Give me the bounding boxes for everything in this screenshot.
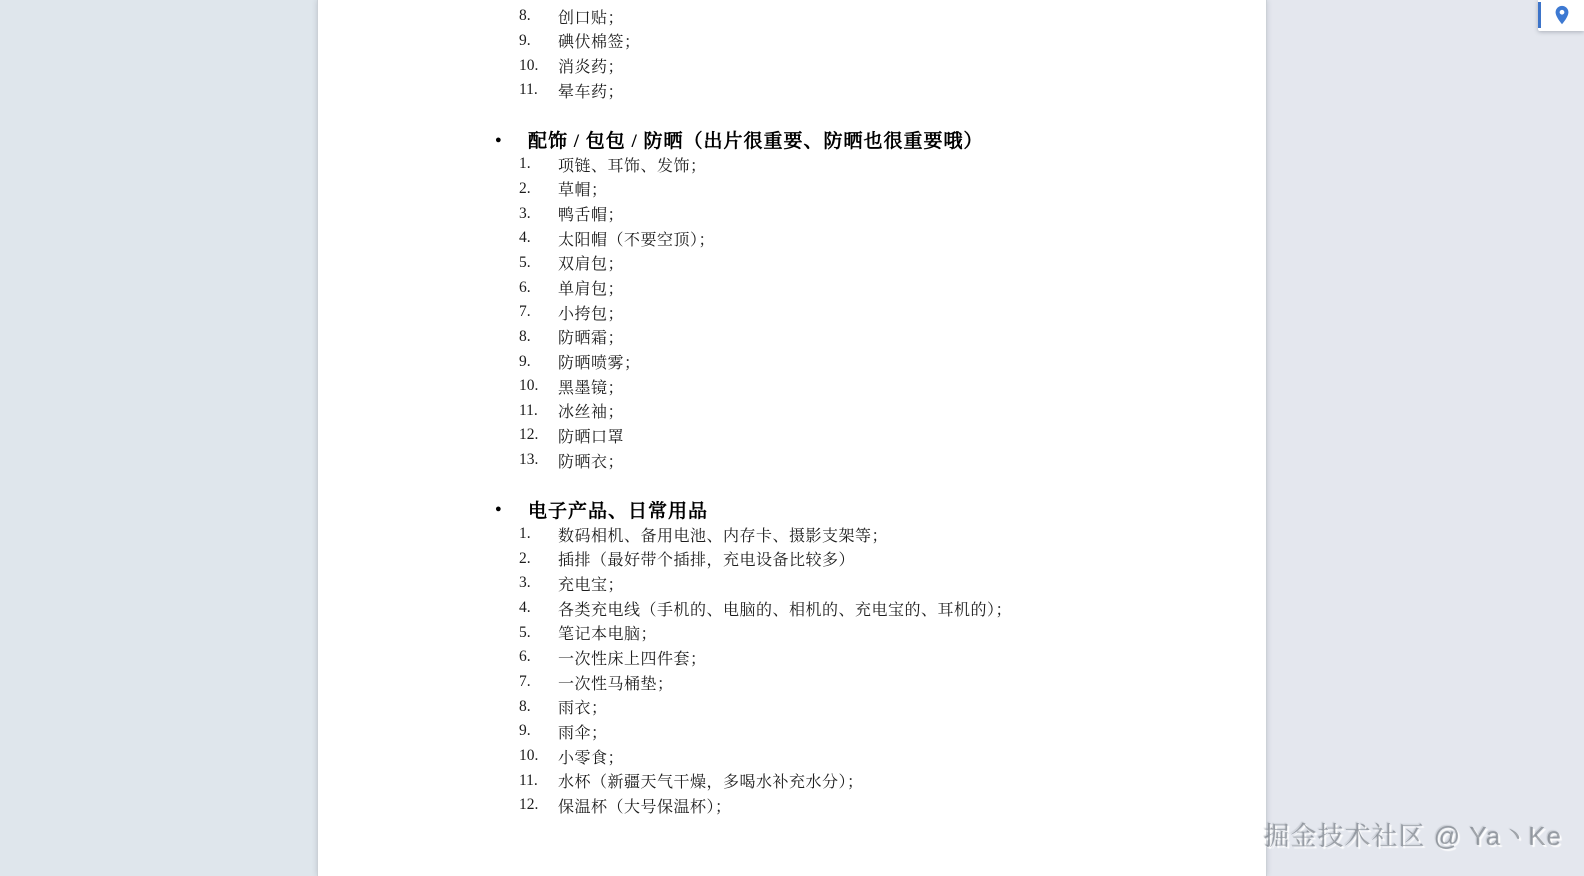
list-item-text: 晕车药； <box>558 83 625 101</box>
list-item-text: 单肩包； <box>558 281 625 299</box>
list-item-number: 6. <box>519 648 531 666</box>
list-item-text: 消炎药； <box>558 59 625 77</box>
list-item-text: 鸭舌帽； <box>558 207 625 225</box>
list-item <box>318 522 1266 547</box>
pin-button-accent-bar <box>1538 2 1541 28</box>
list-item <box>318 448 1266 473</box>
section-heading-text: 配饰 / 包包 / 防晒（出片很重要、防晒也很重要哦） <box>528 131 984 153</box>
location-pin-icon <box>1551 4 1573 26</box>
list-item-number: 7. <box>519 303 531 321</box>
list-item-text: 黑墨镜； <box>558 379 625 397</box>
list-item <box>318 719 1266 744</box>
list-item-number: 8. <box>519 327 531 345</box>
list-item-number: 7. <box>519 673 531 691</box>
bullet-icon: ● <box>495 503 502 516</box>
list-item-number: 9. <box>519 722 531 740</box>
list-item-number: 10. <box>519 56 539 74</box>
list-item-text: 一次性床上四件套； <box>558 650 707 668</box>
blank-line <box>318 472 1266 497</box>
list-item-number: 13. <box>519 451 539 469</box>
blank-line <box>318 103 1266 128</box>
document-page <box>317 0 1267 876</box>
list-item <box>318 300 1266 325</box>
list-item <box>318 744 1266 769</box>
list-item-number: 1. <box>519 525 531 543</box>
list-item <box>318 546 1266 571</box>
list-item-number: 6. <box>519 278 531 296</box>
list-item <box>318 177 1266 202</box>
list-item-text: 雨衣； <box>558 700 608 718</box>
list-item <box>318 596 1266 621</box>
list-item-number: 1. <box>519 155 531 173</box>
list-item-number: 5. <box>519 623 531 641</box>
list-item-number: 4. <box>519 229 531 247</box>
list-item-text: 冰丝袖； <box>558 404 625 422</box>
list-item-text: 充电宝； <box>558 576 625 594</box>
list-item-number: 3. <box>519 574 531 592</box>
list-item-number: 12. <box>519 426 539 444</box>
section-heading <box>318 497 1266 522</box>
list-item <box>318 152 1266 177</box>
list-item-text: 防晒口罩 <box>558 428 625 446</box>
list-item-text: 碘伏棉签； <box>558 34 641 52</box>
location-pin-button[interactable] <box>1538 0 1584 31</box>
canvas-background-left <box>0 0 317 876</box>
list-item <box>318 399 1266 424</box>
list-item-number: 8. <box>519 7 531 25</box>
list-item <box>318 275 1266 300</box>
list-item-number: 9. <box>519 352 531 370</box>
document-content <box>318 4 1266 818</box>
list-item-number: 8. <box>519 697 531 715</box>
list-item-text: 太阳帽（不要空顶）； <box>558 231 716 249</box>
list-item-number: 10. <box>519 377 539 395</box>
section-heading-text: 电子产品、日常用品 <box>528 500 709 522</box>
list-item-text: 一次性马桶垫； <box>558 675 674 693</box>
list-item-text: 防晒衣； <box>558 453 625 471</box>
list-item <box>318 571 1266 596</box>
list-item-text: 数码相机、备用电池、内存卡、摄影支架等； <box>558 527 889 545</box>
bullet-icon: ● <box>495 133 502 146</box>
list-item-number: 12. <box>519 796 539 814</box>
list-item-text: 水杯（新疆天气干燥，多喝水补充水分）； <box>558 774 864 792</box>
list-item-text: 小零食； <box>558 749 625 767</box>
list-item-number: 5. <box>519 253 531 271</box>
list-item-number: 2. <box>519 549 531 567</box>
list-item <box>318 201 1266 226</box>
list-item <box>318 53 1266 78</box>
list-item-text: 各类充电线（手机的、电脑的、相机的、充电宝的、耳机的）； <box>558 601 1013 619</box>
list-item-text: 插排（最好带个插排，充电设备比较多） <box>558 552 856 570</box>
list-item-text: 防晒喷雾； <box>558 355 641 373</box>
list-item-number: 10. <box>519 747 539 765</box>
list-item <box>318 423 1266 448</box>
list-item <box>318 78 1266 103</box>
list-item <box>318 694 1266 719</box>
list-item-text: 小挎包； <box>558 305 625 323</box>
list-item <box>318 325 1266 350</box>
list-item <box>318 645 1266 670</box>
list-item-number: 4. <box>519 599 531 617</box>
list-item <box>318 349 1266 374</box>
list-item-number: 11. <box>519 81 538 99</box>
watermark: 掘金技术社区 @ Ya丶Ke <box>1263 821 1562 851</box>
list-item-text: 保温杯（大号保温杯）； <box>558 798 732 816</box>
list-item-number: 11. <box>519 771 538 789</box>
list-item <box>318 374 1266 399</box>
list-item-text: 雨伞； <box>558 724 608 742</box>
list-item-number: 2. <box>519 179 531 197</box>
list-item-text: 草帽； <box>558 182 608 200</box>
list-item-text: 笔记本电脑； <box>558 626 658 644</box>
list-item-text: 项链、耳饰、发饰； <box>558 157 707 175</box>
list-item-text: 防晒霜； <box>558 330 625 348</box>
list-item <box>318 768 1266 793</box>
list-item <box>318 4 1266 29</box>
list-item <box>318 251 1266 276</box>
list-item <box>318 29 1266 54</box>
list-item <box>318 793 1266 818</box>
list-item <box>318 670 1266 695</box>
list-item-number: 9. <box>519 31 531 49</box>
list-item <box>318 620 1266 645</box>
list-item <box>318 226 1266 251</box>
list-item-number: 11. <box>519 401 538 419</box>
list-item-text: 双肩包； <box>558 256 625 274</box>
section-heading <box>318 127 1266 152</box>
list-item-text: 创口贴； <box>558 9 625 27</box>
list-item-number: 3. <box>519 204 531 222</box>
